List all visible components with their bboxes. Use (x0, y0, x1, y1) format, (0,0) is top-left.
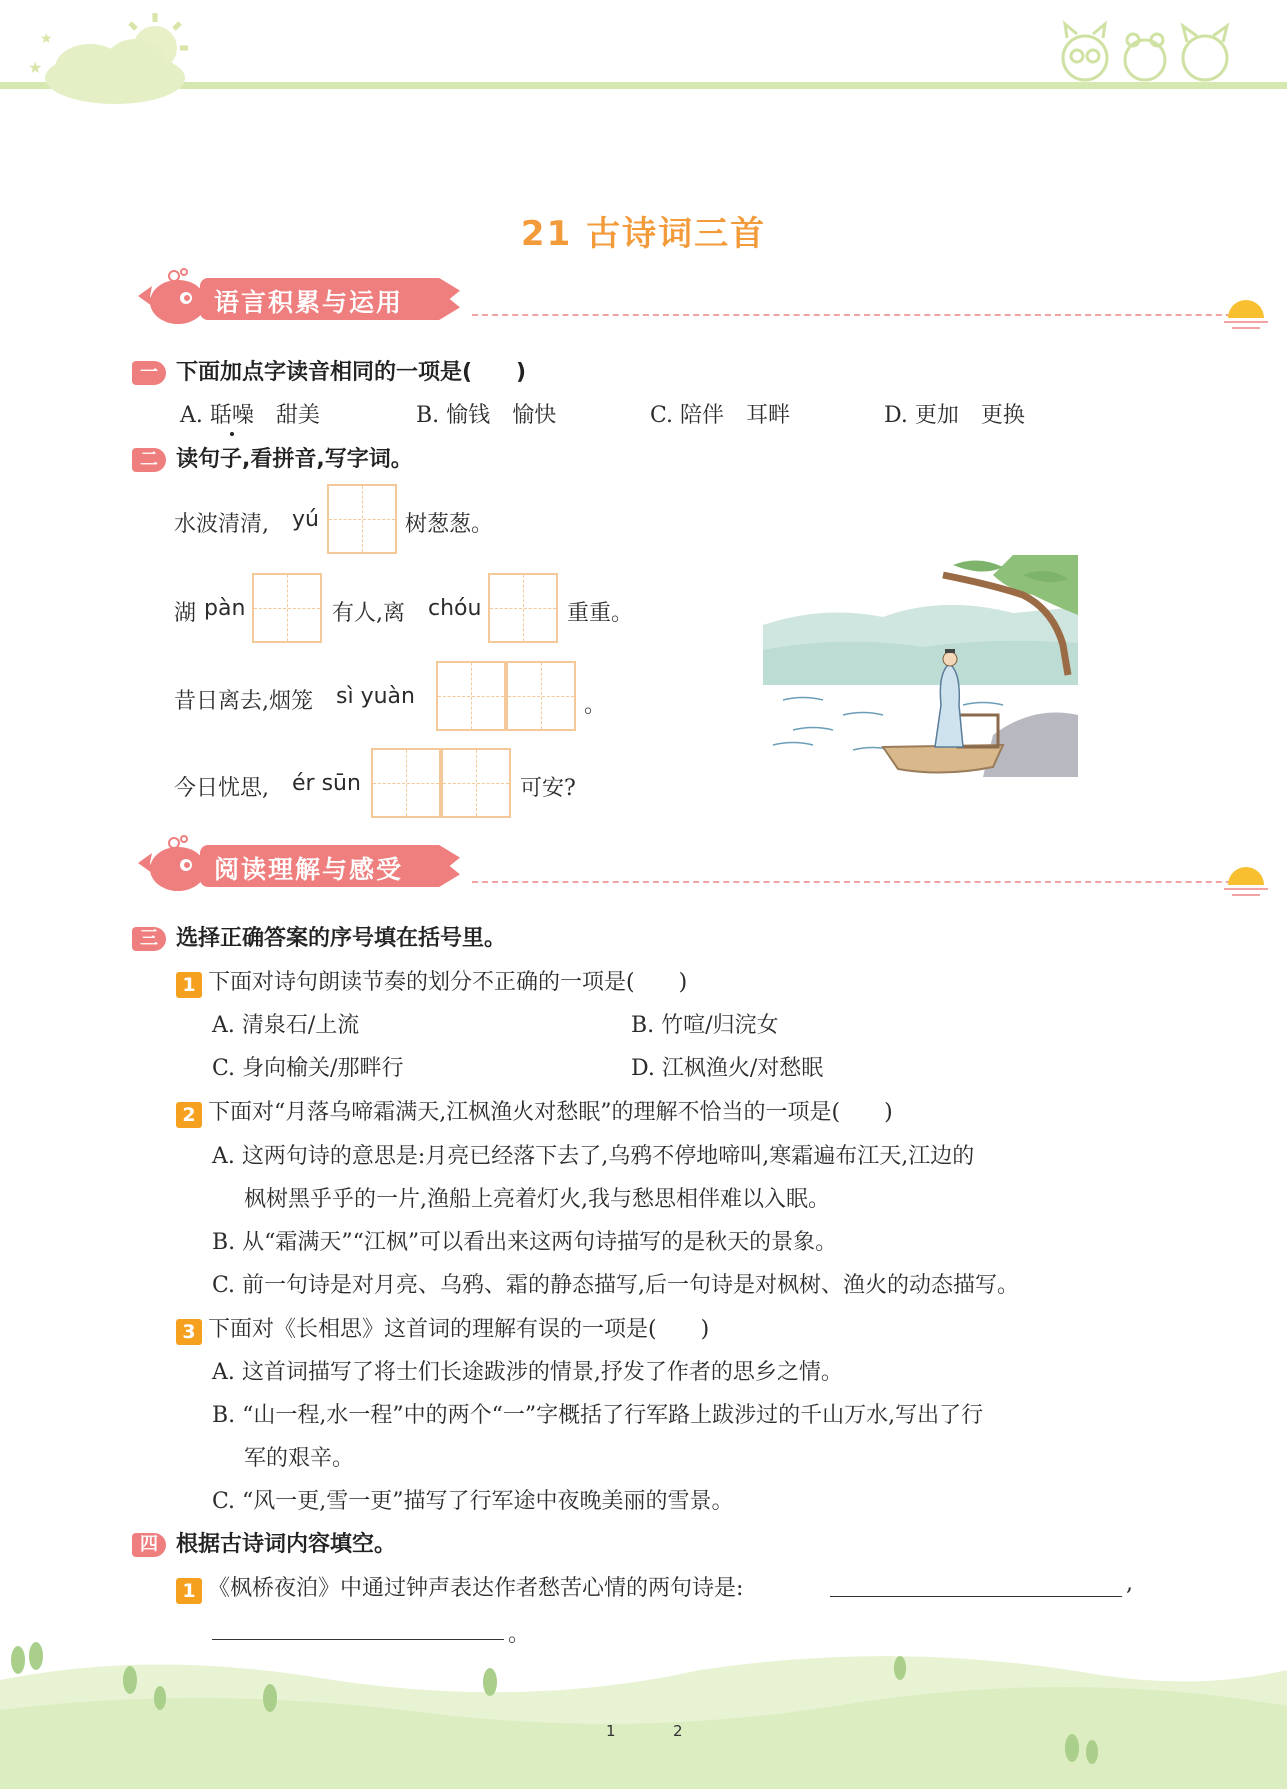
option-d: D. 江枫渔火/对愁眠 (631, 1056, 824, 1081)
option-word: 甜美 (275, 403, 320, 428)
option-b: B. 竹喧/归浣女 (631, 1013, 779, 1038)
sun-icon (1224, 294, 1268, 334)
question-text: 读句子,看拼音,写字词。 (176, 447, 413, 472)
poet-boat-illustration (763, 555, 1078, 777)
sub-question-text: 下面对《长相思》这首词的理解有误的一项是( ) (208, 1317, 710, 1342)
option-word: 陪伴 (680, 403, 725, 428)
pinyin-prompt: yú (292, 507, 319, 532)
section-banner-language (132, 268, 1282, 328)
question-4-heading (132, 1527, 396, 1558)
sub-question-number: 2 (176, 1102, 202, 1128)
question-text: 下面加点字读音相同的一项是( ) (176, 360, 527, 385)
fill-line-4-pre: 今日忧思, (174, 776, 269, 801)
option-c: C. 前一句诗是对月亮、乌鸦、霜的静态描写,后一句诗是对枫树、渔火的动态描写。 (212, 1273, 1020, 1298)
option-b: B. “山一程,水一程”中的两个“一”字概括了行军路上跋涉过的千山万水,写出了行 (212, 1403, 984, 1428)
writing-box[interactable] (441, 748, 511, 818)
sub-question-text: 下面对诗句朗读节奏的划分不正确的一项是( ) (208, 970, 688, 995)
fill-line-4-post: 可安? (520, 776, 576, 801)
section-banner-reading (132, 835, 1282, 895)
fill-line-3-pre: 昔日离去,烟笼 (174, 689, 313, 714)
period: 。 (508, 1622, 531, 1647)
section-title: 阅读理解与感受 (214, 855, 404, 884)
hills-background (0, 1640, 1287, 1789)
pinyin-prompt: sì yuàn (336, 684, 415, 709)
option-a-continued: 枫树黑乎乎的一片,渔船上亮着灯火,我与愁思相伴难以入眠。 (244, 1187, 830, 1212)
option-word: 愉钱 (446, 403, 491, 428)
question-number: 二 (132, 448, 166, 472)
pinyin-prompt: ér sūn (292, 771, 361, 796)
option-a: A. 清泉石/上流 (212, 1013, 360, 1038)
option-a: A. 这两句诗的意思是:月亮已经落下去了,乌鸦不停地啼叫,寒霜遍布江天,江边的 (212, 1144, 975, 1169)
sub-question-number: 3 (176, 1319, 202, 1345)
option-c: C. “风一更,雪一更”描写了行军途中夜晚美丽的雪景。 (212, 1489, 734, 1514)
answer-blank[interactable] (212, 1617, 504, 1640)
question-text: 根据古诗词内容填空。 (176, 1532, 397, 1557)
writing-box[interactable] (488, 573, 558, 643)
animal-friends-icon (1055, 20, 1255, 86)
question-number: 四 (132, 1533, 166, 1557)
option-word: 更换 (980, 403, 1025, 428)
question-2-heading (132, 442, 413, 473)
pinyin-prompt: pàn (204, 596, 246, 621)
sub-question-text: 《枫桥夜泊》中通过钟声表达作者愁苦心情的两句诗是: (208, 1576, 744, 1601)
comma: , (1126, 1571, 1133, 1596)
option-b-continued: 军的艰辛。 (244, 1446, 355, 1471)
fill-line-2-post: 重重。 (567, 601, 634, 626)
sub-question-1 (176, 1571, 743, 1604)
sub-question-text: 下面对“月落乌啼霜满天,江枫渔火对愁眠”的理解不恰当的一项是( ) (208, 1100, 893, 1125)
page-title: 21 古诗词三首 (520, 214, 767, 254)
svg-text:★: ★ (28, 58, 43, 77)
fill-line-1-post: 树葱葱。 (405, 512, 494, 537)
question-text: 选择正确答案的序号填在括号里。 (176, 926, 507, 951)
section-title: 语言积累与运用 (214, 288, 404, 317)
sub-question-number: 1 (176, 1578, 202, 1604)
fill-line-2-mid: 有人,离 (332, 601, 405, 626)
option-a: A. 聒噪 甜美 (180, 403, 320, 428)
writing-box[interactable] (436, 661, 506, 731)
sub-question-2 (176, 1095, 893, 1128)
sun-icon (1224, 861, 1268, 901)
sub-question-3 (176, 1312, 709, 1345)
answer-blank[interactable] (830, 1574, 1122, 1597)
writing-box[interactable] (252, 573, 322, 643)
option-word: 愉快 (512, 403, 557, 428)
question-3-heading (132, 921, 506, 952)
svg-text:★: ★ (40, 31, 53, 47)
option-a: A. 这首词描写了将士们长途跋涉的情景,抒发了作者的思乡之情。 (212, 1360, 843, 1385)
option-word: 聒噪 (209, 403, 254, 428)
option-b: B. 愉钱 愉快 (416, 403, 557, 428)
fill-line-1-pre: 水波清清, (174, 512, 269, 537)
page-number-right: 2 (673, 1722, 683, 1740)
writing-box[interactable] (327, 484, 397, 554)
option-d: D. 更加 更换 (884, 403, 1025, 428)
cloud-sun-icon (20, 8, 200, 108)
option-word: 更加 (914, 403, 959, 428)
writing-box[interactable] (371, 748, 441, 818)
writing-box[interactable] (506, 661, 576, 731)
sub-question-1 (176, 965, 687, 998)
pinyin-prompt: chóu (428, 596, 482, 621)
option-c: C. 陪伴 耳畔 (650, 403, 791, 428)
option-c: C. 身向榆关/那畔行 (212, 1056, 404, 1081)
option-b: B. 从“霜满天”“江枫”可以看出来这两句诗描写的是秋天的景象。 (212, 1230, 838, 1255)
fill-line-3-post: 。 (584, 693, 607, 718)
fill-line-2-pre: 湖 (174, 601, 197, 626)
question-number: 三 (132, 927, 166, 951)
question-number: 一 (132, 361, 166, 385)
page-number-left: 1 (606, 1722, 616, 1740)
sub-question-number: 1 (176, 972, 202, 998)
question-1-heading (132, 355, 526, 386)
option-word: 耳畔 (746, 403, 791, 428)
